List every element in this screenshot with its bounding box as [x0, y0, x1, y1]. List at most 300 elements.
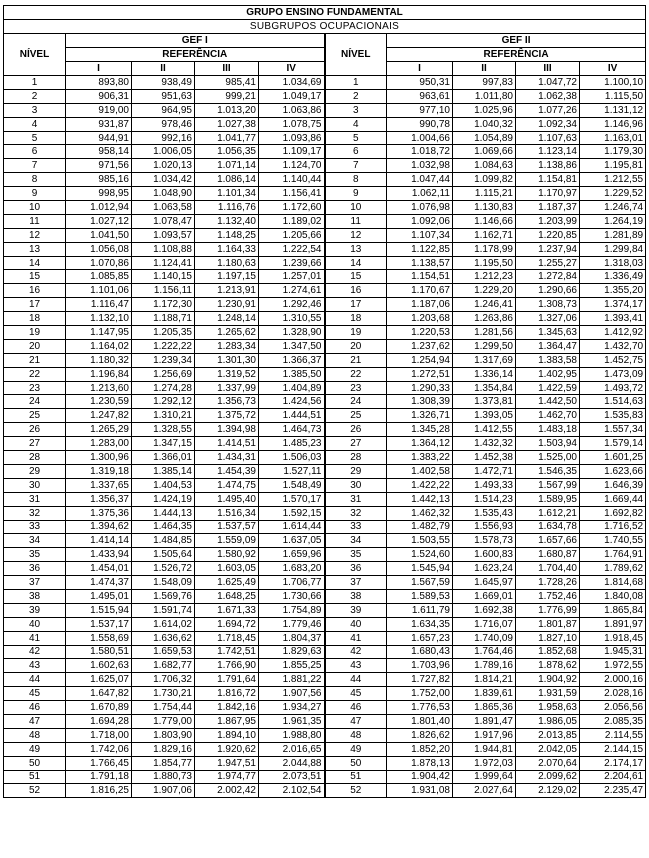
salary-cell: 1.308,39	[387, 395, 453, 409]
level-cell: 20	[325, 339, 387, 353]
table-row	[4, 173, 646, 187]
salary-cell: 1.027,38	[195, 117, 259, 131]
salary-cell: 1.011,80	[453, 89, 516, 103]
salary-cell: 1.535,83	[580, 409, 646, 423]
salary-cell: 1.078,75	[259, 117, 325, 131]
salary-cell: 1.740,55	[580, 534, 646, 548]
level-cell: 25	[4, 409, 66, 423]
salary-cell: 1.442,50	[516, 395, 580, 409]
salary-cell: 1.433,94	[66, 548, 132, 562]
salary-cell: 1.355,20	[580, 284, 646, 298]
salary-cell: 1.764,46	[453, 645, 516, 659]
salary-cell: 1.829,16	[132, 742, 195, 756]
level-cell: 42	[325, 645, 387, 659]
salary-cell: 1.592,15	[259, 506, 325, 520]
level-cell: 37	[325, 576, 387, 590]
salary-cell: 1.634,35	[387, 617, 453, 631]
salary-cell: 1.567,59	[387, 576, 453, 590]
salary-cell: 1.589,53	[387, 589, 453, 603]
level-cell: 10	[4, 201, 66, 215]
table-row	[4, 451, 646, 465]
salary-cell: 1.482,79	[387, 520, 453, 534]
salary-cell: 1.718,45	[195, 631, 259, 645]
salary-cell: 1.814,68	[580, 576, 646, 590]
salary-cell: 1.299,84	[580, 242, 646, 256]
salary-cell: 1.579,14	[580, 437, 646, 451]
salary-cell: 1.237,94	[516, 242, 580, 256]
table-row	[4, 409, 646, 423]
table-row	[4, 673, 646, 687]
salary-cell: 1.671,33	[195, 603, 259, 617]
level-cell: 32	[325, 506, 387, 520]
salary-cell: 1.109,17	[259, 145, 325, 159]
salary-cell: 1.116,76	[195, 201, 259, 215]
salary-table-container	[3, 5, 645, 798]
level-cell: 35	[325, 548, 387, 562]
table-row	[4, 659, 646, 673]
salary-cell: 1.493,33	[453, 478, 516, 492]
level-cell: 38	[4, 589, 66, 603]
level-cell: 45	[4, 687, 66, 701]
level-cell: 50	[4, 756, 66, 770]
salary-cell: 1.337,99	[195, 381, 259, 395]
salary-cell: 1.947,51	[195, 756, 259, 770]
salary-cell: 1.138,86	[516, 159, 580, 173]
salary-cell: 1.364,47	[516, 339, 580, 353]
level-cell: 40	[4, 617, 66, 631]
table-row	[4, 770, 646, 784]
salary-cell: 1.264,19	[580, 214, 646, 228]
level-cell: 29	[4, 464, 66, 478]
salary-cell: 1.164,33	[195, 242, 259, 256]
table-row	[4, 492, 646, 506]
salary-cell: 1.283,00	[66, 437, 132, 451]
level-cell: 49	[4, 742, 66, 756]
salary-cell: 963,61	[387, 89, 453, 103]
salary-cell: 1.354,84	[453, 381, 516, 395]
level-cell: 21	[4, 353, 66, 367]
salary-cell: 1.056,08	[66, 242, 132, 256]
salary-cell: 1.239,66	[259, 256, 325, 270]
salary-cell: 1.402,95	[516, 367, 580, 381]
salary-cell: 1.854,77	[132, 756, 195, 770]
salary-cell: 1.804,37	[259, 631, 325, 645]
salary-cell: 1.730,66	[259, 589, 325, 603]
salary-cell: 1.131,12	[580, 103, 646, 117]
salary-cell: 1.422,22	[387, 478, 453, 492]
salary-cell: 1.101,06	[66, 284, 132, 298]
salary-cell: 1.034,42	[132, 173, 195, 187]
salary-cell: 1.099,82	[453, 173, 516, 187]
salary-cell: 1.172,60	[259, 201, 325, 215]
salary-cell: 1.934,27	[259, 701, 325, 715]
salary-cell: 985,16	[66, 173, 132, 187]
salary-cell: 1.138,57	[387, 256, 453, 270]
level-cell: 30	[325, 478, 387, 492]
level-cell: 49	[325, 742, 387, 756]
salary-cell: 1.452,75	[580, 353, 646, 367]
salary-cell: 1.374,17	[580, 298, 646, 312]
salary-cell: 2.028,16	[580, 687, 646, 701]
table-row	[4, 89, 646, 103]
salary-cell: 958,14	[66, 145, 132, 159]
salary-cell: 1.366,37	[259, 353, 325, 367]
salary-cell: 1.018,72	[387, 145, 453, 159]
table-row	[4, 756, 646, 770]
salary-cell: 1.454,39	[195, 464, 259, 478]
salary-cell: 1.648,25	[195, 589, 259, 603]
salary-cell: 1.220,53	[387, 326, 453, 340]
salary-cell: 1.213,60	[66, 381, 132, 395]
salary-cell: 1.041,50	[66, 228, 132, 242]
salary-cell: 1.318,03	[580, 256, 646, 270]
salary-cell: 1.669,01	[453, 589, 516, 603]
salary-cell: 1.195,50	[453, 256, 516, 270]
salary-cell: 1.495,40	[195, 492, 259, 506]
level-cell: 43	[325, 659, 387, 673]
level-cell: 31	[325, 492, 387, 506]
salary-cell: 1.004,66	[387, 131, 453, 145]
salary-cell: 964,95	[132, 103, 195, 117]
group-header-gef-1: GEF I	[66, 34, 325, 48]
salary-cell: 2.016,65	[259, 742, 325, 756]
level-cell: 23	[4, 381, 66, 395]
salary-cell: 1.865,36	[453, 701, 516, 715]
level-cell: 3	[325, 103, 387, 117]
salary-cell: 1.546,35	[516, 464, 580, 478]
table-row	[4, 728, 646, 742]
salary-cell: 1.272,51	[387, 367, 453, 381]
salary-cell: 1.274,28	[132, 381, 195, 395]
table-row	[4, 395, 646, 409]
table-row	[4, 201, 646, 215]
salary-cell: 1.300,96	[66, 451, 132, 465]
level-cell: 24	[4, 395, 66, 409]
salary-cell: 1.485,23	[259, 437, 325, 451]
salary-cell: 1.078,47	[132, 214, 195, 228]
salary-cell: 1.442,13	[387, 492, 453, 506]
level-cell: 6	[325, 145, 387, 159]
salary-cell: 1.612,21	[516, 506, 580, 520]
salary-cell: 1.292,46	[259, 298, 325, 312]
level-cell: 26	[325, 423, 387, 437]
salary-cell: 1.716,52	[580, 520, 646, 534]
salary-cell: 1.205,66	[259, 228, 325, 242]
salary-cell: 1.301,30	[195, 353, 259, 367]
salary-cell: 1.054,89	[453, 131, 516, 145]
level-cell: 34	[325, 534, 387, 548]
salary-cell: 990,78	[387, 117, 453, 131]
table-row	[4, 714, 646, 728]
salary-cell: 2.235,47	[580, 784, 646, 798]
salary-cell: 999,21	[195, 89, 259, 103]
salary-cell: 1.063,58	[132, 201, 195, 215]
table-row	[4, 576, 646, 590]
salary-cell: 1.816,72	[195, 687, 259, 701]
salary-cell: 1.366,01	[132, 451, 195, 465]
salary-cell: 1.931,08	[387, 784, 453, 798]
salary-cell: 1.894,10	[195, 728, 259, 742]
level-cell: 39	[4, 603, 66, 617]
level-cell: 43	[4, 659, 66, 673]
level-cell: 15	[4, 270, 66, 284]
level-cell: 41	[4, 631, 66, 645]
salary-cell: 1.337,65	[66, 478, 132, 492]
salary-cell: 1.283,34	[195, 339, 259, 353]
level-cell: 30	[4, 478, 66, 492]
salary-cell: 1.776,53	[387, 701, 453, 715]
table-row	[4, 228, 646, 242]
salary-cell: 1.326,71	[387, 409, 453, 423]
salary-cell: 1.077,26	[516, 103, 580, 117]
salary-cell: 1.162,71	[453, 228, 516, 242]
salary-cell: 1.637,05	[259, 534, 325, 548]
table-row	[4, 117, 646, 131]
salary-cell: 1.623,24	[453, 562, 516, 576]
salary-cell: 1.404,89	[259, 381, 325, 395]
salary-cell: 1.213,91	[195, 284, 259, 298]
salary-cell: 1.580,92	[195, 548, 259, 562]
salary-cell: 1.548,09	[132, 576, 195, 590]
salary-cell: 1.146,66	[453, 214, 516, 228]
level-cell: 33	[4, 520, 66, 534]
salary-cell: 1.972,55	[580, 659, 646, 673]
salary-cell: 1.230,91	[195, 298, 259, 312]
salary-cell: 2.102,54	[259, 784, 325, 798]
table-row	[4, 270, 646, 284]
salary-cell: 1.891,47	[453, 714, 516, 728]
salary-cell: 1.203,68	[387, 312, 453, 326]
salary-cell: 1.385,14	[132, 464, 195, 478]
table-row	[4, 256, 646, 270]
reference-col-gef-1-ii: II	[132, 62, 195, 76]
salary-cell: 1.931,59	[516, 687, 580, 701]
salary-cell: 1.816,25	[66, 784, 132, 798]
salary-cell: 1.328,55	[132, 423, 195, 437]
salary-cell: 1.703,96	[387, 659, 453, 673]
level-cell: 27	[325, 437, 387, 451]
salary-cell: 1.567,99	[516, 478, 580, 492]
salary-cell: 1.680,43	[387, 645, 453, 659]
salary-cell: 1.424,19	[132, 492, 195, 506]
reference-col-gef-2-i: I	[387, 62, 453, 76]
salary-cell: 1.537,17	[66, 617, 132, 631]
salary-cell: 1.727,82	[387, 673, 453, 687]
level-cell: 11	[4, 214, 66, 228]
level-cell: 29	[325, 464, 387, 478]
salary-cell: 1.115,21	[453, 187, 516, 201]
salary-cell: 1.694,72	[195, 617, 259, 631]
level-cell: 26	[4, 423, 66, 437]
salary-cell: 1.222,54	[259, 242, 325, 256]
table-row	[4, 367, 646, 381]
table-row	[4, 520, 646, 534]
level-cell: 31	[4, 492, 66, 506]
salary-cell: 1.434,31	[195, 451, 259, 465]
salary-cell: 1.063,86	[259, 103, 325, 117]
salary-cell: 2.013,85	[516, 728, 580, 742]
salary-cell: 1.791,64	[195, 673, 259, 687]
salary-cell: 1.424,56	[259, 395, 325, 409]
salary-cell: 1.464,35	[132, 520, 195, 534]
salary-cell: 1.855,25	[259, 659, 325, 673]
salary-cell: 1.047,44	[387, 173, 453, 187]
salary-cell: 1.123,14	[516, 145, 580, 159]
salary-cell: 1.364,12	[387, 437, 453, 451]
salary-cell: 1.107,34	[387, 228, 453, 242]
salary-cell: 1.281,89	[580, 228, 646, 242]
salary-cell: 1.220,85	[516, 228, 580, 242]
level-cell: 7	[325, 159, 387, 173]
level-cell: 17	[325, 298, 387, 312]
salary-cell: 1.657,23	[387, 631, 453, 645]
salary-cell: 1.246,41	[453, 298, 516, 312]
salary-cell: 1.920,62	[195, 742, 259, 756]
level-cell: 17	[4, 298, 66, 312]
reference-col-gef-1-iv: IV	[259, 62, 325, 76]
salary-cell: 2.070,64	[516, 756, 580, 770]
level-cell: 25	[325, 409, 387, 423]
salary-cell: 998,95	[66, 187, 132, 201]
salary-cell: 919,00	[66, 103, 132, 117]
salary-cell: 1.383,58	[516, 353, 580, 367]
table-row	[4, 478, 646, 492]
salary-cell: 2.027,64	[453, 784, 516, 798]
salary-cell: 1.483,18	[516, 423, 580, 437]
salary-cell: 1.556,93	[453, 520, 516, 534]
salary-cell: 1.049,17	[259, 89, 325, 103]
level-cell: 23	[325, 381, 387, 395]
table-row	[4, 464, 646, 478]
salary-cell: 1.187,37	[516, 201, 580, 215]
level-cell: 8	[4, 173, 66, 187]
salary-cell: 1.310,55	[259, 312, 325, 326]
level-cell: 36	[4, 562, 66, 576]
level-header-gef-1: NÍVEL	[4, 34, 66, 76]
salary-cell: 1.752,00	[387, 687, 453, 701]
salary-cell: 1.506,03	[259, 451, 325, 465]
salary-cell: 1.474,37	[66, 576, 132, 590]
salary-cell: 1.317,69	[453, 353, 516, 367]
salary-cell: 2.144,15	[580, 742, 646, 756]
salary-cell: 1.040,32	[453, 117, 516, 131]
salary-cell: 1.776,99	[516, 603, 580, 617]
salary-cell: 1.092,06	[387, 214, 453, 228]
salary-cell: 1.140,15	[132, 270, 195, 284]
salary-cell: 1.515,94	[66, 603, 132, 617]
salary-cell: 1.958,63	[516, 701, 580, 715]
salary-cell: 1.789,16	[453, 659, 516, 673]
salary-cell: 1.048,90	[132, 187, 195, 201]
salary-cell: 1.432,32	[453, 437, 516, 451]
salary-cell: 1.394,62	[66, 520, 132, 534]
level-cell: 1	[4, 76, 66, 90]
salary-cell: 1.290,33	[387, 381, 453, 395]
salary-cell: 1.878,62	[516, 659, 580, 673]
salary-cell: 1.414,14	[66, 534, 132, 548]
reference-header-gef-1: REFERÊNCIA	[66, 48, 325, 62]
salary-cell: 1.474,75	[195, 478, 259, 492]
level-cell: 9	[325, 187, 387, 201]
salary-cell: 1.188,71	[132, 312, 195, 326]
salary-cell: 1.393,41	[580, 312, 646, 326]
salary-cell: 1.611,79	[387, 603, 453, 617]
salary-cell: 1.237,62	[387, 339, 453, 353]
salary-cell: 1.754,89	[259, 603, 325, 617]
salary-cell: 1.308,73	[516, 298, 580, 312]
salary-cell: 1.516,34	[195, 506, 259, 520]
salary-cell: 2.114,55	[580, 728, 646, 742]
salary-cell: 1.172,30	[132, 298, 195, 312]
salary-cell: 1.170,67	[387, 284, 453, 298]
salary-cell: 1.704,40	[516, 562, 580, 576]
level-cell: 18	[325, 312, 387, 326]
table-row	[4, 131, 646, 145]
salary-cell: 1.904,42	[387, 770, 453, 784]
level-cell: 51	[4, 770, 66, 784]
salary-cell: 1.006,05	[132, 145, 195, 159]
salary-cell: 1.754,44	[132, 701, 195, 715]
table-row	[4, 534, 646, 548]
level-cell: 46	[4, 701, 66, 715]
salary-cell: 1.178,99	[453, 242, 516, 256]
salary-cell: 1.375,72	[195, 409, 259, 423]
level-cell: 40	[325, 617, 387, 631]
salary-cell: 1.247,82	[66, 409, 132, 423]
salary-cell: 1.716,07	[453, 617, 516, 631]
salary-cell: 1.084,63	[453, 159, 516, 173]
level-cell: 9	[4, 187, 66, 201]
salary-cell: 971,56	[66, 159, 132, 173]
salary-cell: 1.878,13	[387, 756, 453, 770]
level-cell: 38	[325, 589, 387, 603]
salary-cell: 1.578,73	[453, 534, 516, 548]
salary-cell: 1.647,82	[66, 687, 132, 701]
salary-cell: 1.299,50	[453, 339, 516, 353]
salary-cell: 1.093,86	[259, 131, 325, 145]
salary-cell: 1.454,01	[66, 562, 132, 576]
salary-cell: 1.803,90	[132, 728, 195, 742]
salary-cell: 1.692,38	[453, 603, 516, 617]
salary-cell: 1.385,50	[259, 367, 325, 381]
salary-cell: 1.069,66	[453, 145, 516, 159]
salary-cell: 1.274,61	[259, 284, 325, 298]
salary-cell: 1.472,71	[453, 464, 516, 478]
salary-cell: 1.281,56	[453, 326, 516, 340]
level-cell: 2	[325, 89, 387, 103]
salary-cell: 1.692,82	[580, 506, 646, 520]
level-cell: 44	[4, 673, 66, 687]
level-cell: 10	[325, 201, 387, 215]
salary-cell: 1.623,66	[580, 464, 646, 478]
salary-cell: 1.327,06	[516, 312, 580, 326]
level-cell: 41	[325, 631, 387, 645]
level-cell: 16	[4, 284, 66, 298]
salary-cell: 1.444,51	[259, 409, 325, 423]
table-row	[4, 631, 646, 645]
salary-cell: 1.130,83	[453, 201, 516, 215]
table-row	[4, 589, 646, 603]
salary-cell: 978,46	[132, 117, 195, 131]
salary-cell: 1.345,28	[387, 423, 453, 437]
salary-cell: 1.752,46	[516, 589, 580, 603]
salary-cell: 1.124,70	[259, 159, 325, 173]
table-row	[4, 242, 646, 256]
salary-cell: 1.974,77	[195, 770, 259, 784]
salary-cell: 1.154,51	[387, 270, 453, 284]
table-row	[4, 159, 646, 173]
table-row	[4, 548, 646, 562]
